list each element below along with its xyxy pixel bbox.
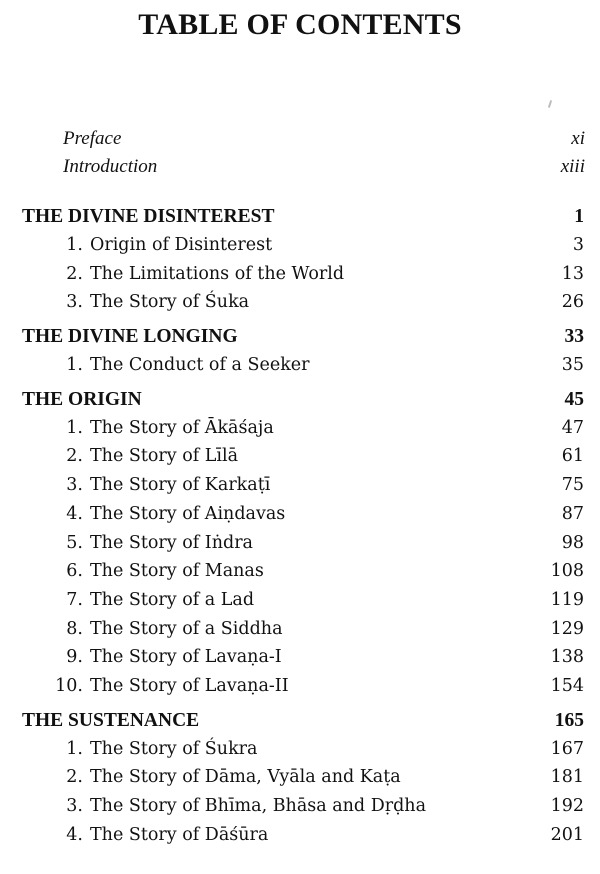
- entry-number: 8.: [66, 618, 83, 639]
- front-matter-item-preface: [63, 128, 585, 156]
- entry-page: 138: [550, 647, 584, 668]
- toc-entry: [22, 504, 584, 533]
- entry-page: 47: [561, 417, 584, 438]
- entry-number: 10.: [55, 675, 83, 696]
- front-matter-label: Preface: [63, 128, 122, 149]
- entry-title: The Story of Lavaṇa-I: [90, 647, 282, 668]
- entry-number: 9.: [66, 647, 83, 668]
- section-sustenance: [22, 710, 584, 854]
- entry-page: 192: [550, 796, 584, 816]
- entry-number: 2.: [66, 767, 83, 788]
- toc-entry: [22, 825, 584, 854]
- section-title: THE SUSTENANCE: [22, 709, 200, 731]
- toc-entry: [22, 264, 584, 293]
- toc-entry: [22, 446, 584, 475]
- entry-number: 1.: [66, 355, 83, 376]
- stray-ink-mark: [548, 100, 552, 108]
- section-heading: [22, 206, 584, 235]
- toc-entry: [22, 767, 584, 796]
- front-matter-item-introduction: [63, 156, 585, 184]
- entry-page: 98: [561, 532, 584, 553]
- toc-entry: [22, 533, 584, 562]
- entry-title: The Story of Bhīma, Bhāsa and Dṛḍha: [90, 796, 427, 816]
- toc-entry: [22, 561, 584, 590]
- entry-title: The Limitations of the World: [90, 263, 345, 284]
- section-page: 45: [564, 388, 584, 410]
- entry-page: 87: [561, 503, 584, 524]
- entry-page: 75: [561, 475, 584, 496]
- entry-number: 6.: [66, 561, 83, 582]
- entry-page: 26: [561, 292, 584, 313]
- section-title: THE ORIGIN: [22, 388, 142, 410]
- entry-title: The Story of a Siddha: [90, 618, 283, 639]
- entry-number: 4.: [66, 503, 83, 524]
- toc-entry: [22, 475, 584, 504]
- section-page: 165: [554, 709, 584, 731]
- entry-number: 1.: [66, 417, 83, 438]
- entry-title: The Story of Ākāśaja: [90, 417, 274, 438]
- entry-number: 5.: [66, 532, 83, 553]
- section-title: THE DIVINE LONGING: [22, 326, 238, 348]
- toc-entry: [22, 647, 584, 676]
- section-heading: [22, 326, 584, 355]
- entry-page: 129: [550, 618, 584, 639]
- entry-page: 35: [561, 355, 584, 376]
- entry-number: 2.: [66, 446, 83, 467]
- toc-entry: [22, 292, 584, 321]
- entry-number: 7.: [66, 589, 83, 610]
- entry-number: 3.: [66, 796, 83, 816]
- entry-number: 3.: [66, 475, 83, 496]
- section-title: THE DIVINE DISINTEREST: [22, 206, 275, 227]
- front-matter-list: [63, 128, 585, 184]
- toc-entry: [22, 619, 584, 648]
- entry-title: The Story of Śuka: [90, 292, 250, 313]
- entry-number: 4.: [66, 824, 83, 845]
- entry-page: 119: [550, 589, 584, 610]
- toc-entry: [22, 355, 584, 384]
- toc-entry: [22, 796, 584, 825]
- entry-title: Origin of Disinterest: [90, 235, 273, 255]
- section-divine-longing: [22, 326, 584, 384]
- section-origin: [22, 389, 584, 705]
- entry-page: 13: [561, 263, 584, 284]
- front-matter-label: Introduction: [63, 156, 158, 177]
- section-heading: [22, 710, 584, 739]
- entry-title: The Story of Dāśūra: [90, 824, 269, 845]
- entry-page: 167: [550, 738, 584, 759]
- entry-page: 154: [550, 675, 584, 696]
- entry-title: The Story of Karkaṭī: [90, 475, 271, 496]
- entry-title: The Story of Manas: [90, 561, 264, 582]
- entry-title: The Story of Dāma, Vyāla and Kaṭa: [90, 767, 401, 788]
- entry-page: 201: [550, 824, 584, 845]
- entry-title: The Story of Lavaṇa-II: [90, 675, 289, 696]
- entry-number: 2.: [66, 263, 83, 284]
- entry-number: 1.: [66, 738, 83, 759]
- entry-title: The Conduct of a Seeker: [90, 355, 310, 376]
- entry-title: The Story of Śukra: [90, 738, 258, 759]
- contents-list: [22, 206, 584, 858]
- entry-title: The Story of Aiṇdavas: [90, 503, 286, 524]
- entry-page: 3: [572, 235, 584, 255]
- section-page: 33: [564, 326, 584, 348]
- section-page: 1: [574, 206, 584, 227]
- section-heading: [22, 389, 584, 418]
- front-matter-page: xiii: [560, 156, 585, 177]
- toc-entry: [22, 235, 584, 264]
- section-divine-disinterest: [22, 206, 584, 321]
- entry-page: 108: [550, 561, 584, 582]
- page-title: TABLE OF CONTENTS: [138, 8, 462, 41]
- toc-entry: [22, 739, 584, 768]
- toc-entry: [22, 418, 584, 447]
- entry-title: The Story of Iṅdra: [90, 532, 253, 553]
- entry-title: The Story of a Lad: [90, 589, 255, 610]
- entry-page: 61: [561, 446, 584, 467]
- entry-number: 1.: [66, 235, 83, 255]
- front-matter-page: xi: [571, 128, 585, 149]
- entry-page: 181: [550, 767, 584, 788]
- entry-number: 3.: [66, 292, 83, 313]
- toc-entry: [22, 676, 584, 705]
- entry-title: The Story of Līlā: [90, 446, 239, 467]
- toc-entry: [22, 590, 584, 619]
